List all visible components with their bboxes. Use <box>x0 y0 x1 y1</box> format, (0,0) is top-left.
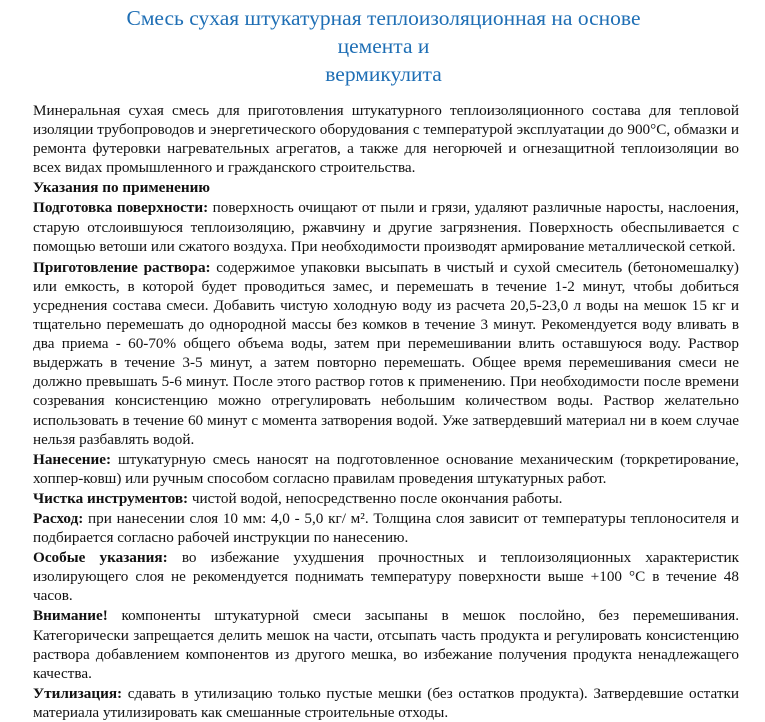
section-label: Подготовка поверхности: <box>33 199 209 217</box>
section-tool-cleaning <box>33 489 739 508</box>
section-text: содержимое упаковки высыпать в чистый и сухой смеситель (бетономешалку) или емкость, в которой будет проводиться замес, и перемешать в течение 1-2 минут, чтобы добиться усреднения состава смеси. Добавить чистую холодную воду из расчета 20,5-23,0 л воды на мешок 15 кг и тщательно перемешать до однородной массы без комков в течение 3 минут. Рекомендуется воду вливать в два приема - 60-70% общего объема воды, затем при перемешивании влить оставшуюся воду. Раствор выдержать в течение 3-5 минут, а затем повторно перемешать. Общее время перемешивания смеси не должно превышать 5-6 минут. После этого раствор готов к применению. При необходимости после времени созревания консистенцию можно отрегулировать небольшим количеством воды. Раствор желательно использовать в течение 60 минут с момента затворения водой. Уже затвердевший материал ни в коем случае нельзя разбавлять водой. <box>33 258 739 448</box>
section-text: при нанесении слоя 10 мм: 4,0 - 5,0 кг/ м². Толщина слоя зависит от температуры теплоносителя и подбирается согласно рабочей инструкции по нанесению. <box>33 509 739 547</box>
section-text: поверхность очищают от пыли и грязи, удаляют различные наросты, наслоения, старую отслоившуюся теплоизоляцию, ржавчину и другие загрязнения. Поверхность обеспыливается с помощью ветоши или сжатого воздуха. При необходимости производят армирование металлической сеткой. <box>33 199 739 255</box>
title-line-2: вермикулита <box>325 62 442 86</box>
section-text: компоненты штукатурной смеси засыпаны в мешок послойно, без перемешивания. Категорически запрещается делить мешок на части, отсыпать часть продукта и регулировать консистенцию раствора добавлением компонентов из другого мешка, во избежание получения продукта ненадлежащего качества. <box>33 607 739 682</box>
section-text: сдавать в утилизацию только пустые мешки (без остатков продукта). Затвердевшие остатки материала утилизировать как смешанные строительные отходы. <box>33 684 739 721</box>
section-special-notes <box>33 548 739 605</box>
title-line-1: Смесь сухая штукатурная теплоизоляционная на основе цемента и <box>126 6 641 58</box>
section-consumption <box>33 509 739 547</box>
section-label: Утилизация: <box>33 684 123 702</box>
instructions-heading: Указания по применению <box>33 179 210 197</box>
section-disposal <box>33 684 739 722</box>
section-warning <box>33 606 739 682</box>
section-label: Приготовление раствора: <box>33 258 211 276</box>
document-body <box>33 101 739 722</box>
section-label: Нанесение: <box>33 450 112 468</box>
section-text: во избежание ухудшения прочностных и теплоизоляционных характеристик изолирующего слоя не рекомендуется поднимать температуру поверхности выше +100 °С в течение 48 часов. <box>33 549 740 605</box>
section-surface-preparation <box>33 198 739 255</box>
section-mortar-preparation <box>33 258 739 449</box>
section-text: чистой водой, непосредственно после окончания работы. <box>188 489 563 507</box>
section-application <box>33 450 739 488</box>
section-label: Расход: <box>33 509 84 527</box>
section-text: штукатурную смесь наносят на подготовленное основание механическим (торкретирование, хоппер-ковш) или ручным способом согласно правилам проведения штукатурных работ. <box>33 450 739 487</box>
intro-paragraph: Минеральная сухая смесь для приготовления штукатурного теплоизоляционного состава для тепловой изоляции трубопроводов и энергетического оборудования с температурой эксплуатации до 900°С, обмазки и ремонта футеровки нагревательных агрегатов, а также для негорючей и огнезащитной теплоизоляции во всех видах промышленного и гражданского строительства. <box>33 102 739 177</box>
section-label: Особые указания: <box>33 549 168 567</box>
section-label: Внимание! <box>33 607 108 625</box>
document-title <box>33 4 739 88</box>
section-label: Чистка инструментов: <box>33 489 189 507</box>
